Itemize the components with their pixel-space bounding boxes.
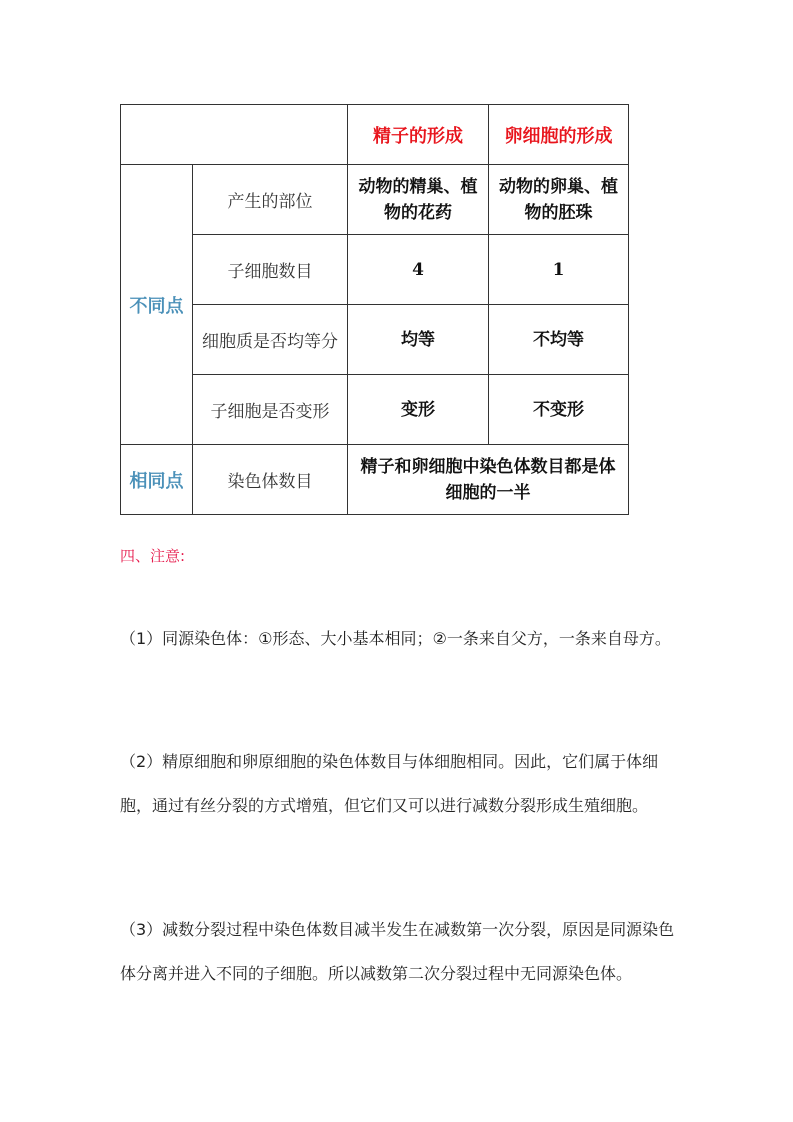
table-corner-cell <box>121 105 348 165</box>
table-row <box>121 375 629 445</box>
attribute-cell: 细胞质是否均等分 <box>193 305 348 375</box>
note-paragraph: （2）精原细胞和卵原细胞的染色体数目与体细胞相同。因此，它们属于体细胞，通过有丝分裂的方式增殖，但它们又可以进行减数分裂形成生殖细胞。 <box>120 752 659 815</box>
attribute-cell: 产生的部位 <box>193 165 348 235</box>
value-cell-sperm: 变形 <box>348 375 489 445</box>
attribute-cell: 染色体数目 <box>193 445 348 515</box>
note-paragraph: （3）减数分裂过程中染色体数目减半发生在减数第一次分裂，原因是同源染色体分离并进入不同的子细胞。所以减数第二次分裂过程中无同源染色体。 <box>120 920 675 983</box>
table-row <box>121 165 629 235</box>
section-heading: 四、注意: <box>120 547 186 565</box>
header-sperm-formation: 精子的形成 <box>348 105 489 165</box>
group-label-similarities: 相同点 <box>121 445 193 515</box>
group-label-differences: 不同点 <box>121 165 193 445</box>
attribute-cell: 子细胞是否变形 <box>193 375 348 445</box>
shared-value-cell: 精子和卵细胞中染色体数目都是体细胞的一半 <box>348 445 629 515</box>
value-cell-egg: 不变形 <box>489 375 629 445</box>
value-cell-egg: 1 <box>489 235 629 305</box>
comparison-table <box>120 104 629 515</box>
value-cell-sperm: 4 <box>348 235 489 305</box>
value-cell-sperm: 动物的精巢、植物的花药 <box>348 165 489 235</box>
note-paragraph: （1）同源染色体：①形态、大小基本相同；②一条来自父方，一条来自母方。 <box>120 629 671 648</box>
header-egg-formation: 卵细胞的形成 <box>489 105 629 165</box>
table-header-row <box>121 105 629 165</box>
table-row-similarity <box>121 445 629 515</box>
table-row <box>121 235 629 305</box>
attribute-cell: 子细胞数目 <box>193 235 348 305</box>
value-cell-egg: 不均等 <box>489 305 629 375</box>
value-cell-sperm: 均等 <box>348 305 489 375</box>
table-row <box>121 305 629 375</box>
value-cell-egg: 动物的卵巢、植物的胚珠 <box>489 165 629 235</box>
